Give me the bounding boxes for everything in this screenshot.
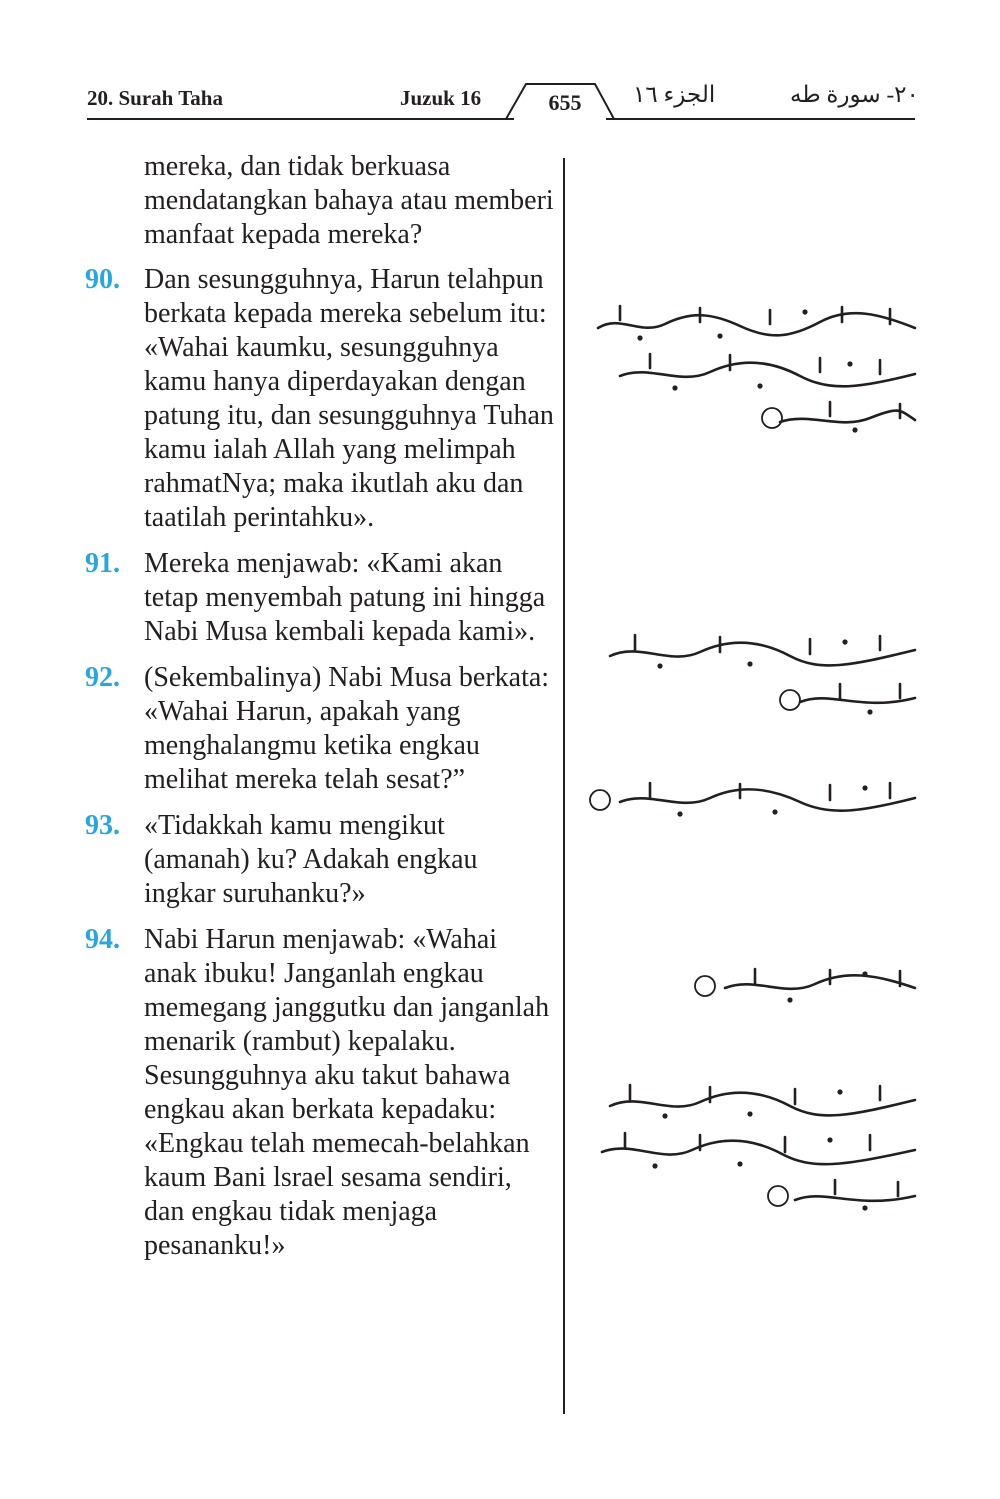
page-number: 655 [548,90,582,115]
verse-number: 94. [85,924,120,955]
verse-translation: «Tidakkah kamu mengikut (amanah) ku? Adakah engkau ingkar suruhanku?» [144,810,478,909]
arabic-verse-91 [580,628,920,718]
arabic-verse-90 [580,300,920,435]
juzuk-label: Juzuk 16 [400,86,482,110]
arabic-calligraphy [580,300,920,435]
column-divider [563,158,565,1414]
verse-number: 92. [85,662,120,693]
verse-92 [85,661,555,797]
verse-number: 90. [85,264,120,295]
continuation-text: mereka, dan tidak berkuasa mendatangkan bahaya atau memberi manfaat kepada mereka? [144,151,554,250]
arabic-verse-92 [580,776,920,822]
arabic-verse-94 [580,1078,920,1213]
arabic-juz-label: الجزء ١٦ [633,82,716,107]
verse-number: 91. [85,548,120,579]
verse-90 [85,263,555,535]
surah-label: 20. Surah Taha [87,86,223,110]
verse-translation: Mereka menjawab: «Kami akan tetap menyembah patung ini hingga Nabi Musa kembali kepada kami». [144,548,546,647]
verse-94 [85,923,555,1263]
verse-translation: Nabi Harun menjawab: «Wahai anak ibuku! Janganlah engkau memegang janggutku dan janganlah menarik (rambut) kepalaku. Sesungguhnya aku takut bahawa engkau akan berkata kepadaku: «Engkau telah memecah-belahkan kaum Bani lsrael sesama sendiri, dan engkau tidak menjaga pesananku!» [144,924,550,1261]
arabic-calligraphy [580,962,920,1008]
verse-93 [85,809,555,911]
page-header [0,0,1000,130]
translation-column [85,150,555,1275]
verse-translation: (Sekembalinya) Nabi Musa berkata: «Wahai Harun, apakah yang menghalangmu ketika engkau melihat mereka telah sesat?” [144,662,550,795]
arabic-verse-93 [580,962,920,1008]
verse-number: 93. [85,810,120,841]
arabic-calligraphy [580,1078,920,1213]
verse-translation: Dan sesungguhnya, Harun telahpun berkata kepada mereka sebelum itu: «Wahai kaumku, sesungguhnya kamu hanya diperdayakan dengan patung itu, dan sesungguhnya Tuhan kamu ialah Allah yang melimpah rahmatNya; maka ikutlah aku dan taatilah perintahku». [144,264,554,533]
verse-91 [85,547,555,649]
arabic-calligraphy [580,628,920,718]
arabic-calligraphy [580,776,920,822]
arabic-surah-label: ٢٠- سورة طه [790,82,919,107]
